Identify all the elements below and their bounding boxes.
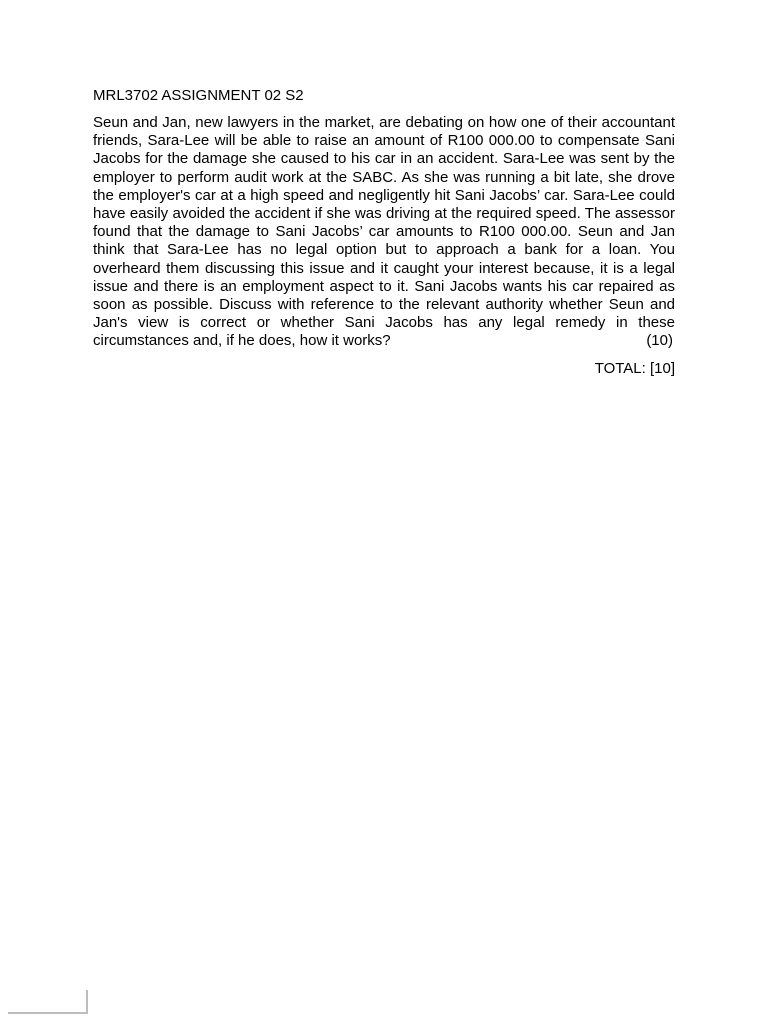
assignment-title: MRL3702 ASSIGNMENT 02 S2 — [93, 87, 304, 104]
total-marks: TOTAL: [10] — [594, 360, 675, 377]
question-text: Seun and Jan, new lawyers in the market, are debating on how one of their accountant friends, Sara-Lee will be able to raise an amount of R100 000.00 to compensate Sani Jacobs for the damage she caused to his car in an accident. Sara-Lee was sent by the employer to perform audit work at the SABC. As she was running a bit late, she drove the employer's car at a high speed and negligently hit Sani Jacobs’ car. Sara-Lee could have easily avoided the accident if she was driving at the required speed. The assessor found that the damage to Sani Jacobs’ car amounts to R100 000.00. Seun and Jan think that Sara-Lee has no legal option but to approach a bank for a loan. You overheard them discussing this issue and it caught your interest because, it is a legal issue and there is an employment aspect to it. Sani Jacobs wants his car repaired as soon as possible. Discuss with reference to the relevant authority whether Seun and Jan's view is correct or whether Sani Jacobs has any legal remedy in these circumstances and, if he does, how it works? — [93, 114, 675, 350]
question-marks: (10) — [646, 332, 673, 349]
marks-line — [93, 332, 675, 350]
page-corner-marker — [8, 990, 88, 1014]
